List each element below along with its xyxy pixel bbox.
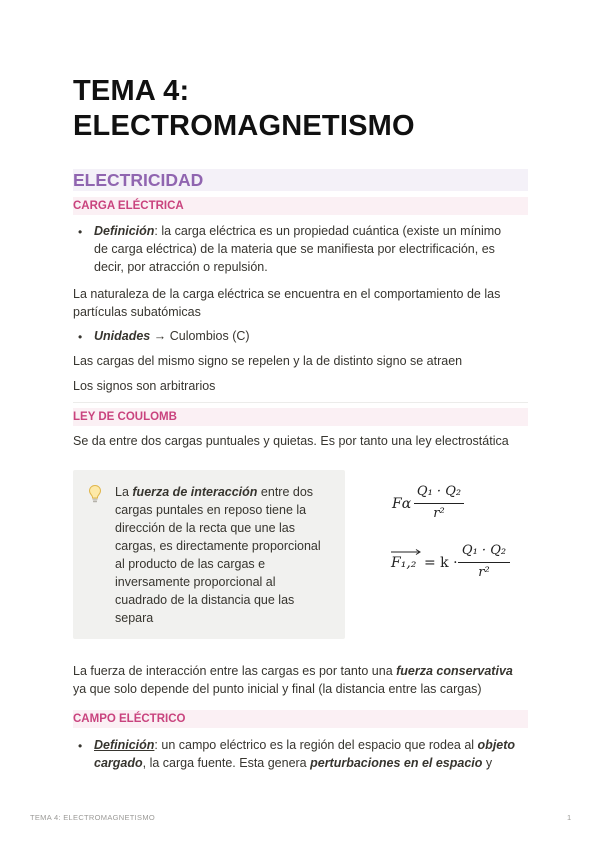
definicion-text: : la carga eléctrica es un propiedad cuántica (existe un mínimo xyxy=(154,224,502,238)
callout-line4: cargas, es directamente proporcional xyxy=(115,539,321,553)
formula2-lhs: F₁,₂ xyxy=(391,555,417,571)
heading-ley-coulomb: LEY DE COULOMB xyxy=(73,408,528,426)
heading-carga-electrica: CARGA ELÉCTRICA xyxy=(73,197,528,215)
bullet-dot: • xyxy=(78,330,83,344)
lightbulb-icon xyxy=(87,484,103,504)
page-title-line1: TEMA 4: xyxy=(73,75,190,107)
callout-line1-rest: entre dos xyxy=(257,485,314,499)
formula2-numerator: Q₁ · Q₂ xyxy=(461,543,507,558)
campo-line2-mid: , la carga fuente. Esta genera xyxy=(142,756,311,770)
callout-line7: cuadrado de la distancia que las xyxy=(115,593,295,607)
definicion-carga xyxy=(94,222,528,276)
formula1-fraction-bar xyxy=(414,503,464,504)
naturaleza-line2: partículas subatómicas xyxy=(73,305,201,319)
formula1-numerator: Q₁ · Q₂ xyxy=(416,484,462,499)
definicion-line3: decir, por atracción o repulsión. xyxy=(94,260,268,274)
campo-definicion-label: Definición xyxy=(94,738,155,752)
unidades-item xyxy=(94,327,528,345)
callout-line6: inversamente proporcional al xyxy=(115,575,276,589)
coulomb-intro: Se da entre dos cargas puntuales y quietas. Es por tanto una ley electrostática xyxy=(73,434,509,448)
footer-title: TEMA 4: ELECTROMAGNETISMO xyxy=(30,813,156,822)
callout-line3: dirección de la recta que une las xyxy=(115,521,295,535)
definicion-campo xyxy=(94,736,534,772)
page-number: 1 xyxy=(567,813,572,822)
naturaleza-paragraph xyxy=(73,285,533,321)
page-title-line2: ELECTROMAGNETISMO xyxy=(73,110,415,142)
signos-paragraph-1: Las cargas del mismo signo se repelen y la de distinto signo se atraen xyxy=(73,354,463,368)
formula1-denominator: r² xyxy=(433,506,445,521)
formula2-fraction-bar xyxy=(458,562,510,563)
callout-line8: separa xyxy=(115,611,154,625)
callout-box xyxy=(73,470,345,639)
section-heading-electricidad: ELECTRICIDAD xyxy=(73,169,528,191)
divider xyxy=(73,402,528,403)
page-title xyxy=(73,74,533,144)
callout-line5: al producto de las cargas e xyxy=(115,557,266,571)
definicion-label: Definición xyxy=(94,224,155,238)
formula2-equals-k: = k · xyxy=(424,555,458,571)
fuerza-interaccion-term: fuerza de interacción xyxy=(132,485,258,499)
bullet-dot: • xyxy=(78,739,83,753)
definicion-line2: de carga eléctrica) de la materia que se manifiesta por electrificación, es xyxy=(94,242,495,256)
callout-text-pre: La xyxy=(115,485,133,499)
fuerza-conservativa-term: fuerza conservativa xyxy=(396,664,513,678)
unidades-value: → Culombios (C) xyxy=(150,329,250,343)
conclusion-line2: ya que solo depende del punto inicial y final (la distancia entre las cargas) xyxy=(73,682,482,696)
formula2-denominator: r² xyxy=(478,565,490,580)
conclusion-pre: La fuerza de interacción entre las cargas es por tanto una xyxy=(73,664,397,678)
bullet-dot: • xyxy=(78,225,83,239)
callout-text xyxy=(115,483,335,627)
callout-line2: cargas puntales en reposo tiene la xyxy=(115,503,307,517)
formula1-lhs: Fα xyxy=(392,496,412,512)
campo-line2-end: y xyxy=(482,756,493,770)
naturaleza-line1: La naturaleza de la carga eléctrica se encuentra en el comportamiento de las xyxy=(73,287,501,301)
signos-paragraph-2: Los signos son arbitrarios xyxy=(73,379,216,393)
perturbaciones-term: perturbaciones en el espacio xyxy=(310,756,483,770)
objeto-term: objeto xyxy=(477,738,516,752)
heading-campo-electrico: CAMPO ELÉCTRICO xyxy=(73,710,528,728)
cargado-term: cargado xyxy=(94,756,143,770)
unidades-label: Unidades xyxy=(94,329,151,343)
campo-line1-rest: : un campo eléctrico es la región del espacio que rodea al xyxy=(154,738,478,752)
fuerza-conservativa-paragraph xyxy=(73,662,543,698)
